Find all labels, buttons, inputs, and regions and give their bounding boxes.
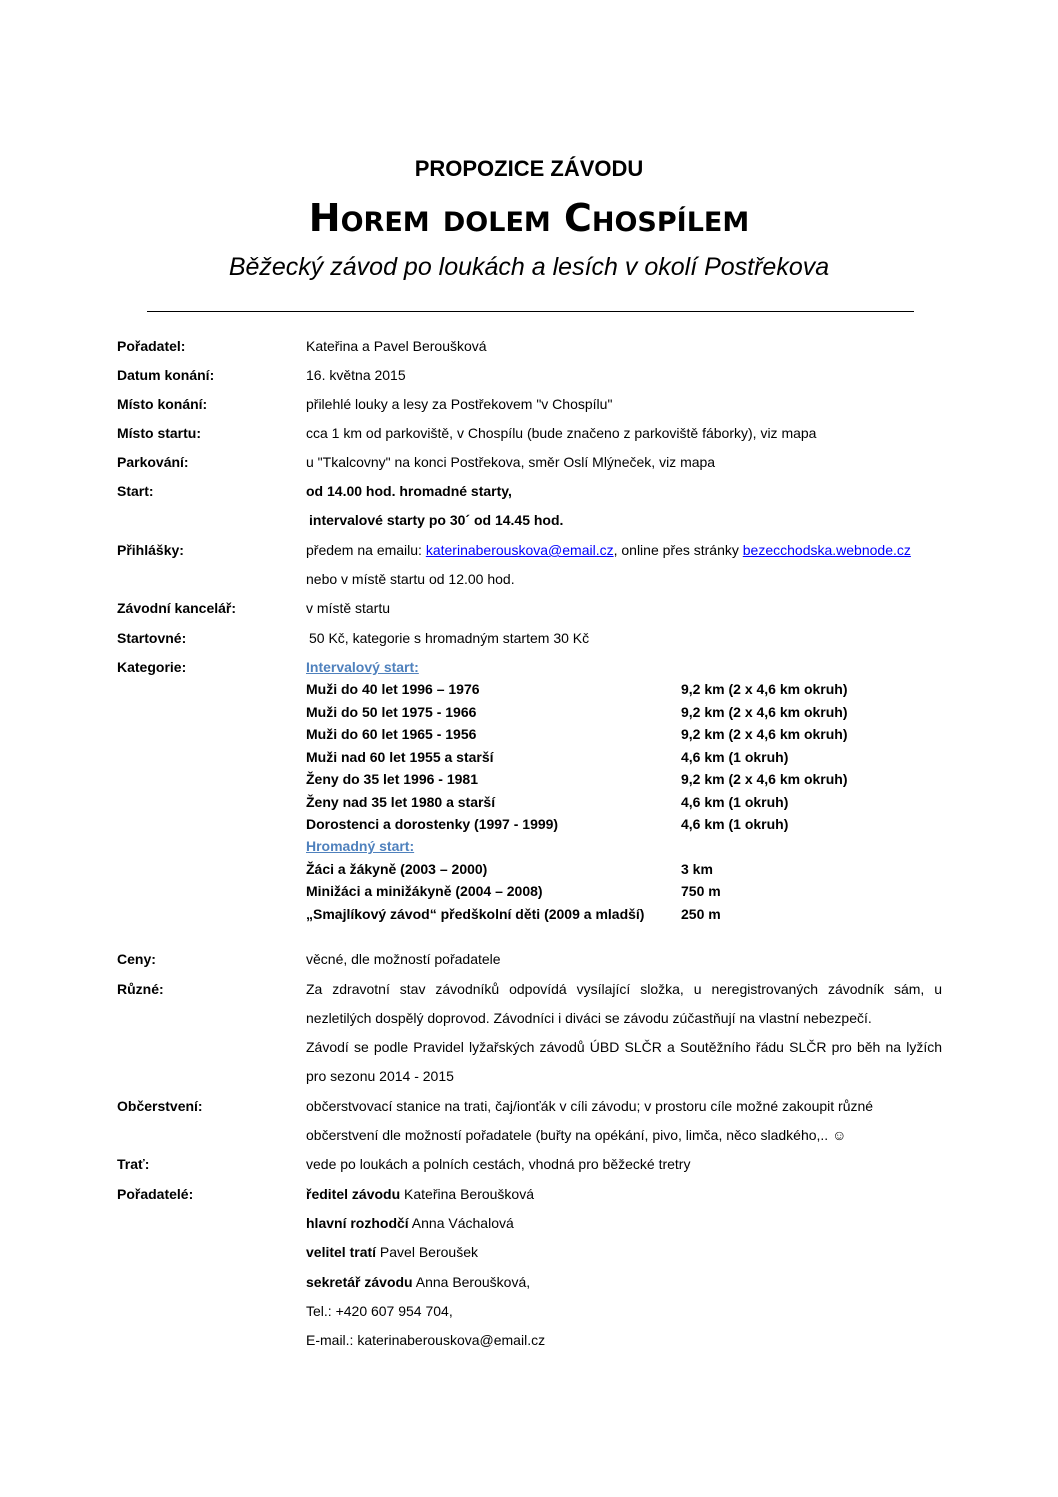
label-misto-konani: Místo konání: (117, 396, 208, 412)
organizer-role: velitel tratí (306, 1244, 377, 1260)
category-distance: 3 km (681, 861, 713, 877)
label-parkovani: Parkování: (117, 454, 189, 470)
value-misto-startu: cca 1 km od parkoviště, v Chospílu (bude značeno z parkoviště fáborky), viz mapa (306, 425, 817, 441)
value-start-interval: intervalové starty po 30´ od 14.45 hod. (309, 512, 564, 528)
organizer-role: sekretář závodu (306, 1274, 413, 1290)
label-prihlasky: Přihlášky: (117, 542, 184, 558)
category-distance: 9,2 km (2 x 4,6 km okruh) (681, 771, 848, 787)
category-name: Žáci a žákyně (2003 – 2000) (306, 861, 488, 877)
category-name: Muži do 40 let 1996 – 1976 (306, 681, 480, 697)
value-trat: vede po loukách a polních cestách, vhodná pro běžecké tretry (306, 1156, 691, 1172)
category-distance: 4,6 km (1 okruh) (681, 794, 789, 810)
category-name: Minižáci a minižákyně (2004 – 2008) (306, 883, 543, 899)
organizer-row (306, 1186, 534, 1202)
label-ceny: Ceny: (117, 951, 156, 967)
value-startovne: 50 Kč, kategorie s hromadným startem 30 Kč (309, 630, 590, 646)
value-obcerstveni-line: občerstvovací stanice na trati, čaj/ionťák v cíli závodu; v prostoru cíle možné zakoupit různé (306, 1098, 874, 1114)
value-parkovani: u "Tkalcovny" na konci Postřekova, směr Oslí Mlýneček, viz mapa (306, 454, 716, 470)
value-ruzne-line: pro sezonu 2014 - 2015 (306, 1068, 454, 1084)
contact-phone: Tel.: +420 607 954 704, (306, 1303, 453, 1319)
label-startovne: Startovné: (117, 630, 187, 646)
label-poradatel: Pořadatel: (117, 338, 186, 354)
category-distance: 9,2 km (2 x 4,6 km okruh) (681, 681, 848, 697)
label-obcerstveni: Občerstvení: (117, 1098, 203, 1114)
category-distance: 9,2 km (2 x 4,6 km okruh) (681, 726, 848, 742)
category-distance: 9,2 km (2 x 4,6 km okruh) (681, 704, 848, 720)
label-poradatele: Pořadatelé: (117, 1186, 194, 1202)
category-distance: 750 m (681, 883, 721, 899)
label-start: Start: (117, 483, 154, 499)
value-ruzne-line: Závodí se podle Pravidel lyžařských závodů ÚBD SLČR a Soutěžního řádu SLČR pro běh na lyžích (306, 1039, 942, 1055)
organizer-name: Pavel Beroušek (376, 1244, 478, 1260)
organizer-row (306, 1274, 530, 1290)
category-name: Ženy do 35 let 1996 - 1981 (306, 771, 478, 787)
label-trat: Trať: (117, 1156, 150, 1172)
organizer-name: Anna Beroušková, (412, 1274, 531, 1290)
value-datum: 16. května 2015 (306, 367, 406, 383)
value-prihlasky (306, 542, 911, 558)
category-name: Muži do 50 let 1975 - 1966 (306, 704, 477, 720)
category-name: „Smajlíkový závod“ předškolní děti (2009 a mladší) (306, 906, 645, 922)
label-datum: Datum konání: (117, 367, 215, 383)
category-distance: 4,6 km (1 okruh) (681, 816, 789, 832)
website-link[interactable]: bezecchodska.webnode.cz (742, 542, 911, 558)
event-name: Horem dolem Chospílem (308, 196, 750, 240)
value-prihlasky-onsite: nebo v místě startu od 12.00 hod. (306, 571, 515, 587)
value-obcerstveni-line: občerstvení dle možností pořadatele (buřty na opékání, pivo, limča, něco sladkého,.. ☺ (306, 1127, 847, 1143)
label-misto-startu: Místo startu: (117, 425, 201, 441)
value-ruzne-line: nezletilých dospělý doprovod. Závodníci i diváci se závodu zúčastňují na vlastní nebezpečí. (306, 1010, 872, 1026)
mass-start-heading: Hromadný start: (306, 838, 415, 854)
organizer-role: hlavní rozhodčí (306, 1215, 409, 1231)
value-misto-konani: přilehlé louky a lesy za Postřekovem "v Chospílu" (306, 396, 613, 412)
interval-start-heading: Intervalový start: (306, 659, 419, 675)
value-poradatel: Kateřina a Pavel Beroušková (306, 338, 487, 354)
category-name: Ženy nad 35 let 1980 a starší (306, 794, 496, 810)
label-kategorie: Kategorie: (117, 659, 187, 675)
contact-email: E-mail.: katerinaberouskova@email.cz (306, 1332, 546, 1348)
category-name: Dorostenci a dorostenky (1997 - 1999) (306, 816, 559, 832)
value-ruzne-line: Za zdravotní stav závodníků odpovídá vysílající složka, u neregistrovaných závodník sám, u (306, 981, 942, 997)
prihlasky-middle: , online přes stránky (613, 542, 743, 558)
organizer-role: ředitel závodu (306, 1186, 401, 1202)
organizer-row (306, 1215, 514, 1231)
document-title: PROPOZICE ZÁVODU (414, 156, 644, 181)
event-subtitle: Běžecký závod po loukách a lesích v okolí Postřekova (228, 253, 830, 281)
email-link[interactable]: katerinaberouskova@email.cz (425, 542, 614, 558)
category-name: Muži nad 60 let 1955 a starší (306, 749, 494, 765)
prihlasky-prefix: předem na emailu: (306, 542, 426, 558)
category-distance: 4,6 km (1 okruh) (681, 749, 789, 765)
value-start-mass: od 14.00 hod. hromadné starty, (306, 483, 512, 499)
label-ruzne: Různé: (117, 981, 164, 997)
organizer-name: Anna Váchalová (408, 1215, 514, 1231)
category-name: Muži do 60 let 1965 - 1956 (306, 726, 477, 742)
organizer-name: Kateřina Beroušková (400, 1186, 534, 1202)
header-divider (147, 311, 914, 312)
value-kancelar: v místě startu (306, 600, 391, 616)
label-kancelar: Závodní kancelář: (117, 600, 237, 616)
value-ceny: věcné, dle možností pořadatele (306, 951, 501, 967)
organizer-row (306, 1244, 478, 1260)
category-distance: 250 m (681, 906, 721, 922)
